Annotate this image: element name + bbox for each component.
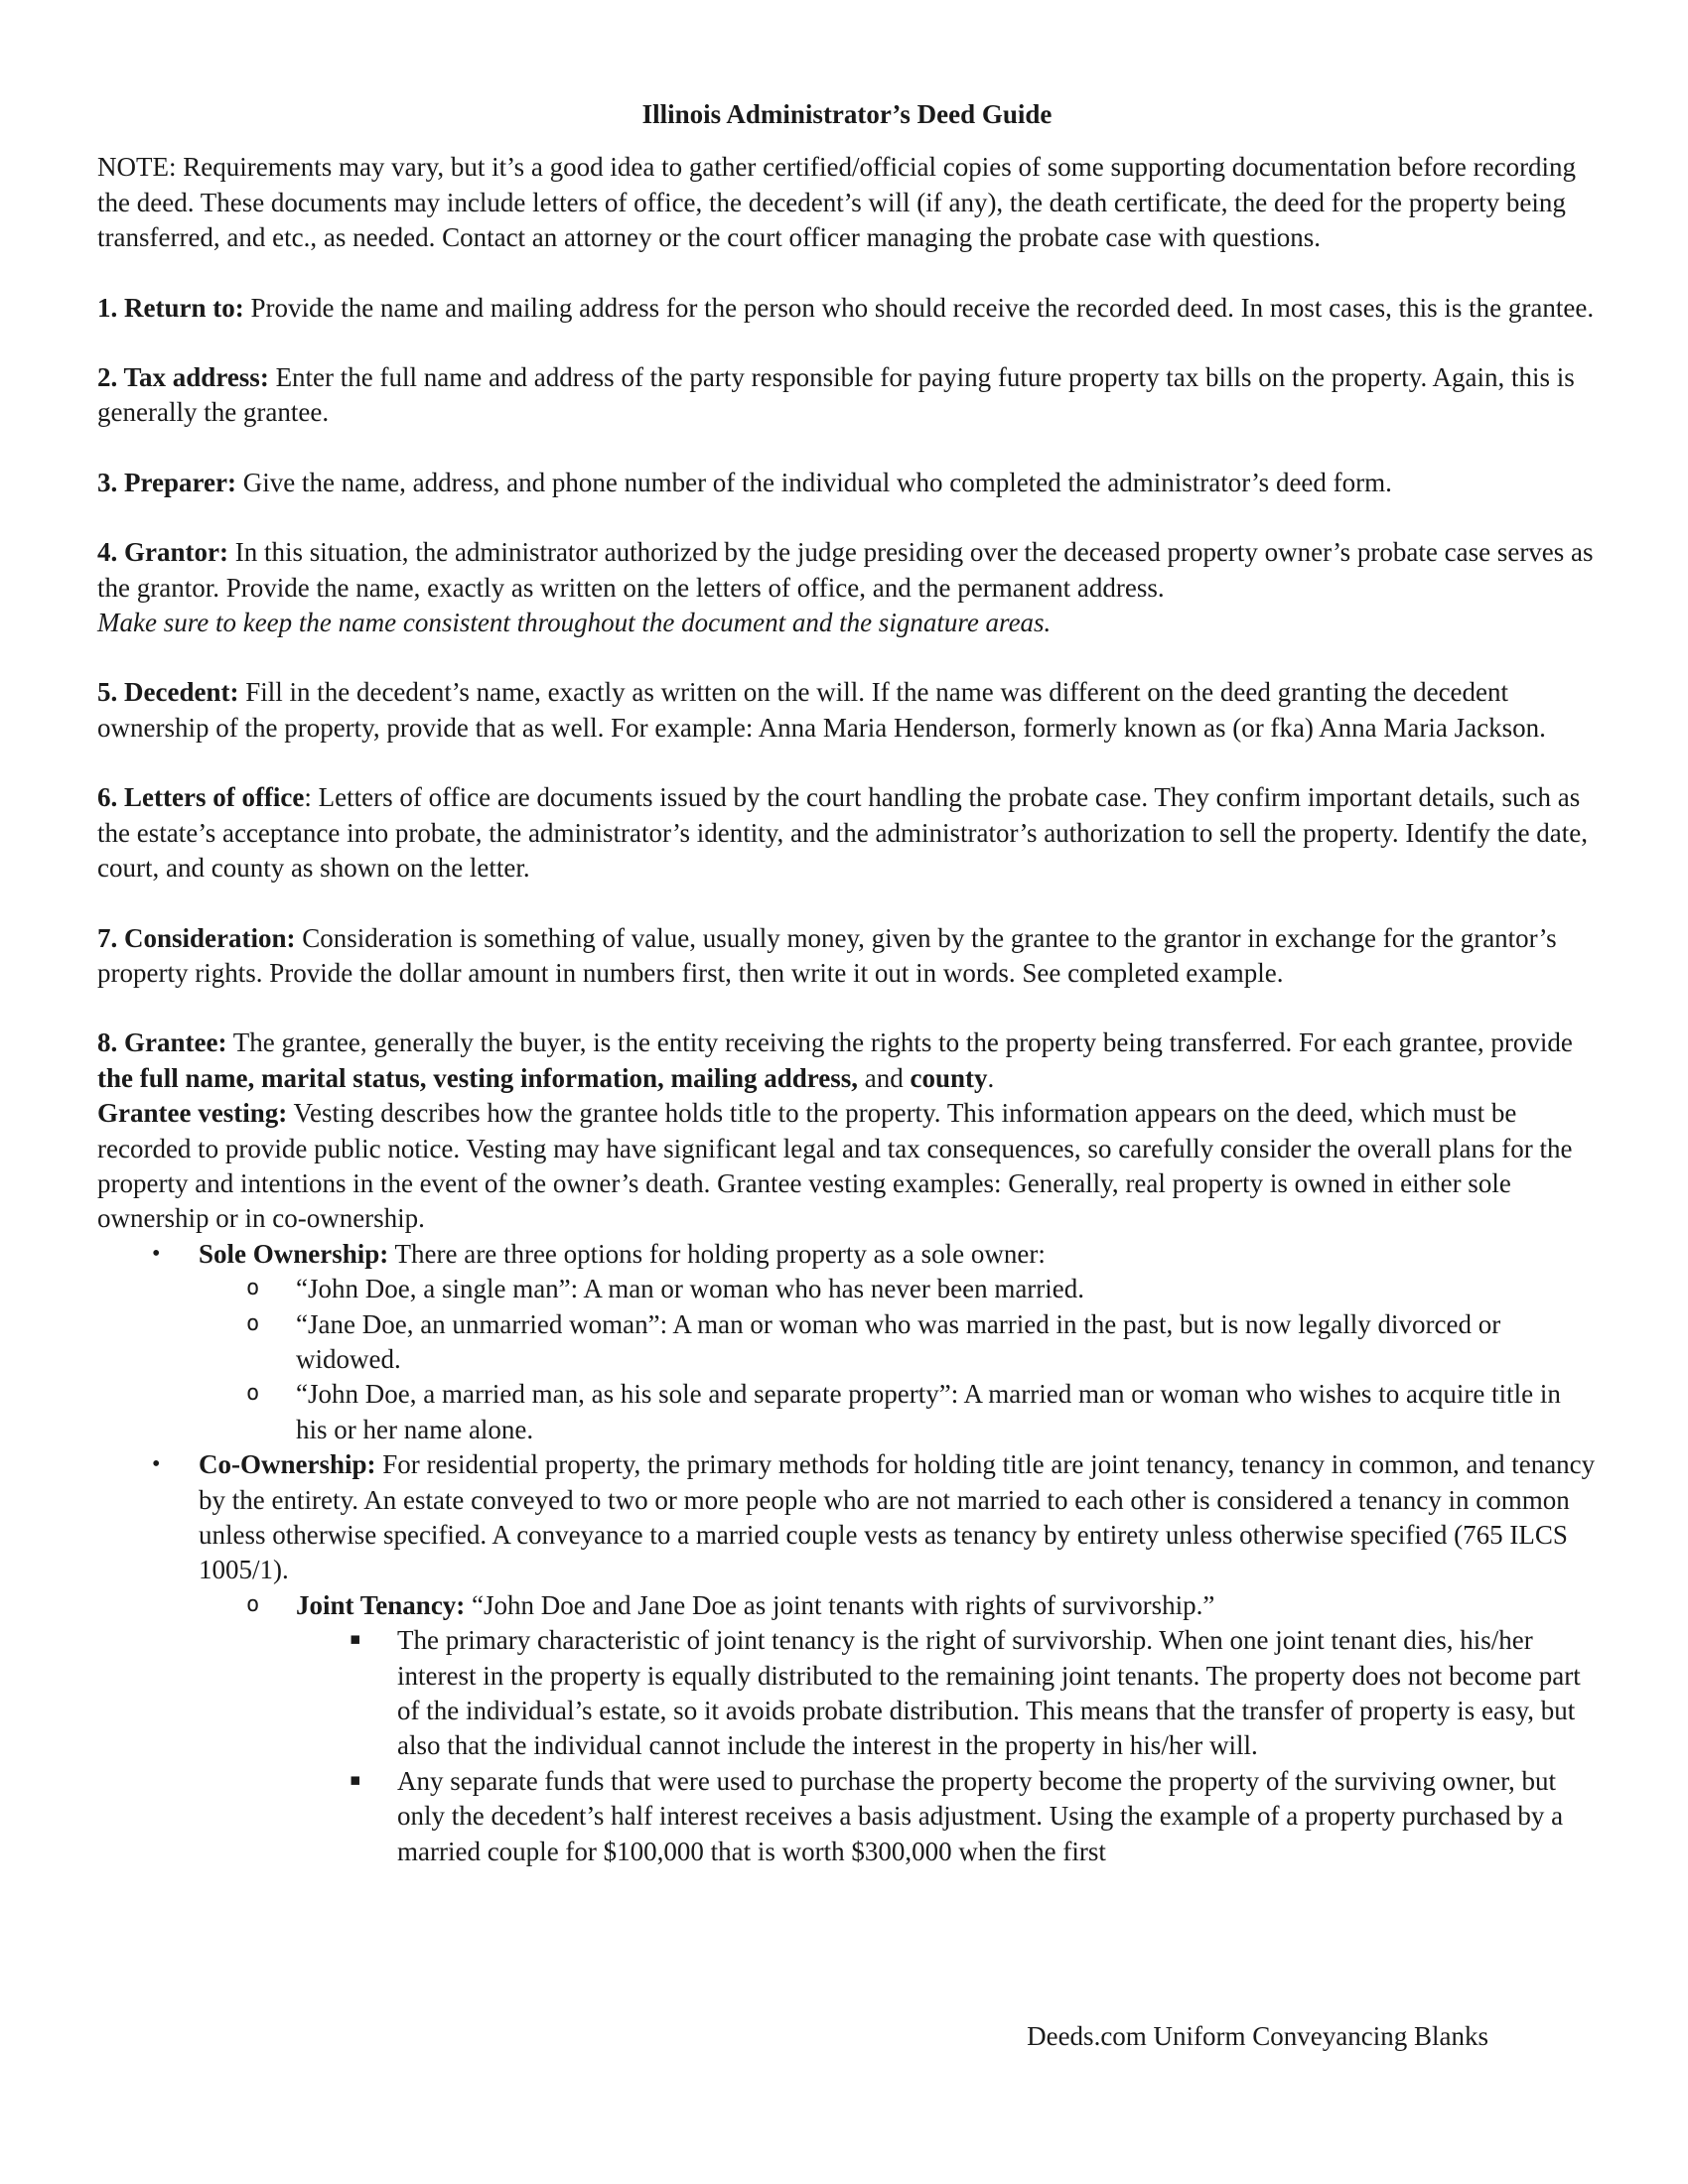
grantee-county-field: county — [910, 1062, 988, 1093]
joint-tenancy-details — [296, 1623, 1597, 1869]
section-text: Provide the name and mailing address for the person who should receive the recorded deed. In most cases, this is the grantee. — [243, 292, 1595, 323]
section-text: Fill in the decedent’s name, exactly as written on the will. If the name was different on the deed granting the decedent ownership of the property, provide that as well. For example: Anna Maria Henderson, formerly known as (or fka) Anna Maria Jackson. — [97, 677, 1546, 743]
section-text: Give the name, address, and phone number of the individual who completed the administrator’s deed form. — [235, 467, 1392, 497]
section-text: Consideration is something of value, usually money, given by the grantee to the grantor in exchange for the grantor’s property rights. Provide the dollar amount in numbers first, then write it out in words. See completed example. — [97, 922, 1557, 988]
section-consideration — [97, 921, 1597, 992]
section-heading: 7. Consideration: — [97, 922, 296, 953]
section-decedent — [97, 675, 1597, 746]
section-text: . — [987, 1062, 995, 1093]
document-page — [97, 97, 1597, 1869]
section-return-to — [97, 291, 1597, 326]
page-title: Illinois Administrator’s Deed Guide — [641, 99, 1053, 129]
list-item-heading: Sole Ownership: — [199, 1238, 389, 1269]
bullet-disc-icon: • — [152, 1240, 161, 1267]
section-text: Enter the full name and address of the party responsible for paying future property tax bills on the property. Again, this is generally the grantee. — [97, 362, 1575, 428]
bullet-circle-icon: o — [246, 1310, 260, 1336]
section-grantee — [97, 1025, 1597, 1096]
section-heading: 3. Preparer: — [97, 467, 236, 497]
list-item-text: “John Doe, a single man”: A man or woman who has never been married. — [296, 1274, 1085, 1304]
list-item-text: Any separate funds that were used to purchase the property become the property of the surviving owner, but only the decedent’s half interest receives a basis adjustment. Using the example of a property purchased by a married couple for $100,000 that is worth $300,000 when the first — [397, 1765, 1564, 1866]
list-item-text: There are three options for holding property as a sole owner: — [388, 1238, 1046, 1269]
note-paragraph: NOTE: Requirements may vary, but it’s a good idea to gather certified/official copies of some supporting documentation before recording the deed. These documents may include letters of office, the decedent’s will (if any), the death certificate, the deed for the property being transferred, and etc., as needed. Contact an attorney or the court officer managing the probate case with questions. — [97, 152, 1577, 253]
section-grantor — [97, 535, 1597, 640]
sole-ownership-options — [199, 1272, 1597, 1447]
grantee-vesting-paragraph — [97, 1096, 1597, 1237]
list-item-text: “John Doe and Jane Doe as joint tenants with rights of survivorship.” — [465, 1589, 1215, 1620]
co-ownership-options — [199, 1588, 1597, 1869]
list-item — [296, 1623, 1597, 1764]
section-tax-address — [97, 360, 1597, 431]
section-letters-of-office — [97, 780, 1597, 886]
section-heading: Grantee vesting: — [97, 1098, 288, 1129]
section-text: : Letters of office are documents issued by the court handling the probate case. They confirm important details, such as the estate’s acceptance into probate, the administrator’s identity, and the administrator’s authorization to sell the property. Identify the date, court, and county as shown on the letter. — [97, 782, 1589, 884]
section-text: Vesting describes how the grantee holds title to the property. This information appears on the deed, which must be recorded to provide public notice. Vesting may have significant legal and tax consequences, so carefully consider the overall plans for the property and intentions in the event of the owner’s death. Grantee vesting examples: Generally, real property is owned in either sole ownership or in co-ownership. — [97, 1098, 1573, 1234]
section-heading: 2. Tax address: — [97, 362, 269, 393]
list-item-co-ownership — [97, 1447, 1597, 1869]
list-item-text: The primary characteristic of joint tenancy is the right of survivorship. When one joint tenant dies, his/her interest in the property is equally distributed to the remaining joint tenants. The property does not become part of the individual’s estate, so it avoids probate distribution. This means that the transfer of property is easy, but also that the individual cannot include the interest in the property in his/her will. — [397, 1625, 1581, 1761]
list-item — [296, 1764, 1597, 1869]
section-italic-note: Make sure to keep the name consistent throughout the document and the signature areas. — [97, 608, 1052, 638]
list-item-text: For residential property, the primary methods for holding title are joint tenancy, tenancy in common, and tenancy by the entirety. An estate conveyed to two or more people who are not married to each other is considered a tenancy in common unless otherwise specified. A conveyance to a married couple vests as tenancy by entirety unless otherwise specified (765 ILCS 1005/1). — [199, 1449, 1596, 1585]
list-item — [197, 1307, 1597, 1378]
section-heading: 4. Grantor: — [97, 537, 228, 568]
list-item — [197, 1377, 1597, 1447]
grantee-required-fields: the full name, marital status, vesting information, mailing address, — [97, 1062, 859, 1093]
bullet-circle-icon: o — [246, 1591, 260, 1617]
bullet-square-icon: ▪ — [350, 1769, 361, 1790]
section-text: The grantee, generally the buyer, is the entity receiving the rights to the property being transferred. For each grantee, provide — [226, 1027, 1573, 1058]
list-item-joint-tenancy — [197, 1588, 1597, 1869]
section-heading: 5. Decedent: — [97, 677, 239, 708]
section-heading: 6. Letters of office — [97, 782, 305, 813]
list-item-heading: Joint Tenancy: — [296, 1589, 466, 1620]
section-text: In this situation, the administrator authorized by the judge presiding over the deceased property owner’s probate case serves as the grantor. Provide the name, exactly as written on the letters of office, and the permanent address. — [97, 537, 1594, 603]
vesting-list — [97, 1237, 1597, 1869]
bullet-disc-icon: • — [152, 1451, 161, 1478]
section-preparer — [97, 466, 1597, 500]
list-item-text: “John Doe, a married man, as his sole and separate property”: A married man or woman who wishes to acquire title in his or her name alone. — [296, 1379, 1561, 1444]
bullet-circle-icon: o — [246, 1381, 260, 1407]
bullet-square-icon: ▪ — [350, 1629, 361, 1650]
list-item-text: “Jane Doe, an unmarried woman”: A man or woman who was married in the past, but is now legally divorced or widowed. — [296, 1308, 1501, 1374]
bullet-circle-icon: o — [246, 1276, 260, 1301]
section-heading: 1. Return to: — [97, 292, 244, 323]
section-text: and — [858, 1062, 911, 1093]
list-item-heading: Co-Ownership: — [199, 1449, 376, 1480]
list-item — [197, 1272, 1597, 1306]
page-footer: Deeds.com Uniform Conveyancing Blanks — [1027, 2021, 1488, 2051]
list-item-sole-ownership — [97, 1237, 1597, 1447]
section-heading: 8. Grantee: — [97, 1027, 227, 1058]
